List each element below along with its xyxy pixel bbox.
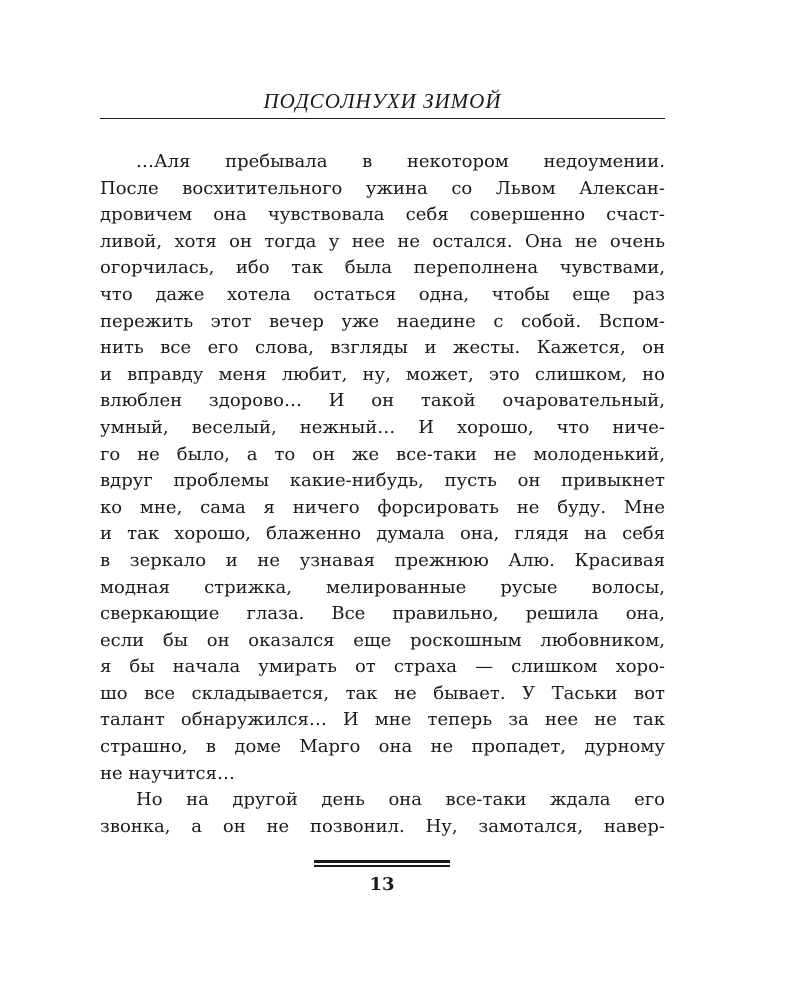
text-line: сверкающие глаза. Все правильно, решила она, (100, 603, 665, 625)
text-line: После восхитительного ужина со Львом Алексан- (100, 177, 665, 199)
text-line: в зеркало и не узнавая прежнюю Алю. Красивая (100, 549, 665, 571)
text-line: Но на другой день она все-таки ждала его (136, 789, 665, 811)
text-line: умный, веселый, нежный… И хорошо, что ниче- (100, 416, 665, 438)
text-line: …Аля пребывала в некотором недоумении. (136, 151, 665, 172)
text-line: что даже хотела остаться одна, чтобы еще раз (100, 283, 665, 305)
text-line: и вправду меня любит, ну, может, это слишком, но (100, 363, 665, 385)
text-line: ливой, хотя он тогда у нее не остался. Она не очень (100, 230, 665, 252)
footer-rule-thin (314, 865, 450, 867)
footer-rule (314, 860, 450, 867)
text-line: я бы начала умирать от страха — слишком хоро- (100, 656, 665, 678)
body-text (100, 149, 665, 840)
text-line: если бы он оказался еще роскошным любовником, (100, 629, 665, 651)
text-line: талант обнаружился… И мне теперь за нее не так (100, 709, 665, 731)
page-number: 13 (369, 874, 395, 895)
text-line: страшно, в доме Марго она не пропадет, дурному (100, 736, 665, 758)
text-line: вдруг проблемы какие-нибудь, пусть он привыкнет (100, 470, 665, 492)
text-line: нить все его слова, взгляды и жесты. Кажется, он (100, 337, 665, 359)
text-line: модная стрижка, мелированные русые волосы, (100, 576, 665, 598)
text-line: ко мне, сама я ничего форсировать не буду. Мне (100, 496, 665, 518)
footer-rule-thick (314, 860, 450, 863)
text-line: влюблен здорово… И он такой очаровательный, (100, 390, 665, 412)
text-line: го не было, а то он же все-таки не молоденький, (100, 443, 665, 465)
text-line: дровичем она чувствовала себя совершенно счаст- (100, 204, 665, 226)
text-line: не научится… (100, 762, 235, 784)
text-line: и так хорошо, блаженно думала она, глядя на себя (100, 523, 665, 545)
text-line: шо все складывается, так не бывает. У Таськи вот (100, 682, 665, 704)
text-line: звонка, а он не позвонил. Ну, замотался, навер- (100, 815, 665, 837)
text-line: огорчилась, ибо так была переполнена чувствами, (100, 257, 665, 279)
text-line: пережить этот вечер уже наедине с собой. Вспом- (100, 310, 665, 332)
running-header: ПОДСОЛНУХИ ЗИМОЙ (100, 88, 665, 119)
